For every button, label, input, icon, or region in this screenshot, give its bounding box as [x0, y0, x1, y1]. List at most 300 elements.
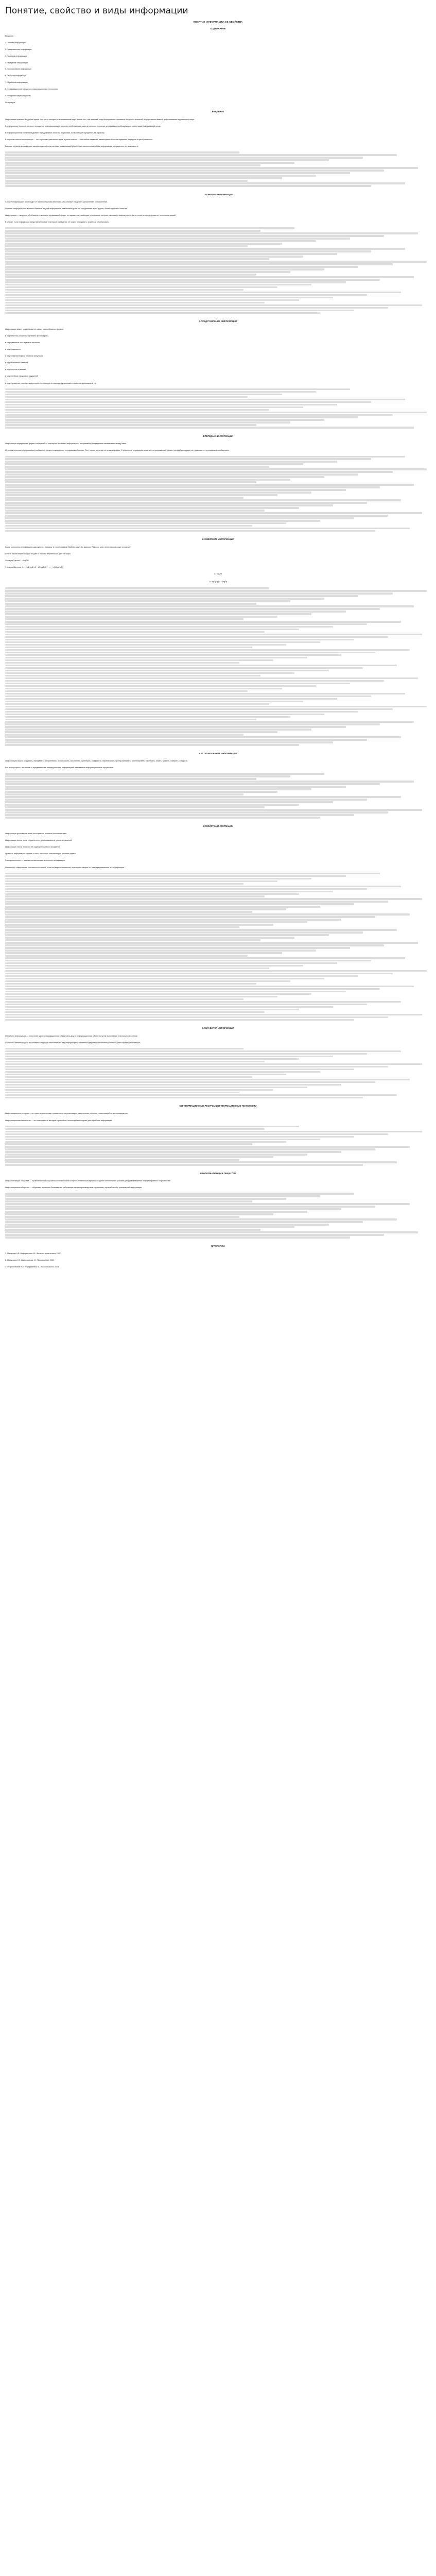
text-line	[5, 175, 316, 176]
paragraph: Формула Шеннона: I = − (p1 log2 p1 + p2 log2 p2 + . . . + pN log2 pN)	[5, 566, 63, 569]
text-line	[5, 286, 277, 288]
text-line	[5, 517, 354, 519]
text-line	[5, 728, 311, 730]
text-line	[5, 1066, 388, 1067]
text-line	[5, 391, 316, 393]
text-line	[5, 1050, 401, 1052]
paragraph: Понятность: информация становится понятной, если она выражена языком, на котором говорят те, кому предназначена эта информация.	[5, 866, 125, 869]
paragraph: Понятие «информация» является базовым в курсе информатики, невозможно дать его определение через другие, более «простые» понятия.	[5, 208, 128, 210]
text-line	[5, 950, 316, 951]
text-line	[5, 811, 388, 813]
toc-item[interactable]: 3.Передача информации	[5, 55, 27, 57]
text-line	[5, 1139, 320, 1140]
text-line	[5, 788, 311, 790]
toc-item[interactable]: 1.Понятие информации	[5, 41, 26, 44]
text-line	[5, 696, 371, 697]
text-line	[5, 1069, 354, 1070]
text-line	[5, 1001, 401, 1003]
article-body	[5, 110, 431, 1238]
text-line	[5, 968, 269, 969]
text-line	[5, 605, 414, 607]
text-line	[5, 786, 346, 787]
text-line	[5, 388, 350, 390]
toc-item[interactable]: 5.Использование информации	[5, 68, 32, 71]
article-page	[0, 0, 436, 1269]
text-line	[5, 891, 333, 892]
text-line	[5, 626, 333, 628]
text-line	[5, 1195, 320, 1197]
text-line	[5, 804, 299, 805]
text-line	[5, 238, 350, 239]
text-line	[5, 1141, 286, 1143]
text-line	[5, 670, 329, 671]
text-line	[5, 1128, 265, 1130]
text-line	[5, 942, 418, 943]
text-line	[5, 744, 299, 745]
paragraph: В информатике понятие, которое передается по коммуникации, является отображением мира в сознании человека; информация необходима для ориентации в окружающей среде.	[5, 125, 162, 127]
text-line	[5, 157, 363, 158]
text-line	[5, 394, 282, 395]
text-line	[5, 644, 286, 646]
text-line	[5, 916, 375, 918]
text-line	[5, 814, 354, 816]
paragraph: Информация полна, если ее достаточно для понимания и принятия решений.	[5, 839, 73, 842]
text-line	[5, 1084, 341, 1086]
text-line	[5, 726, 346, 727]
text-line	[5, 629, 299, 630]
text-line	[5, 618, 243, 620]
text-line	[5, 734, 243, 735]
text-line	[5, 1154, 307, 1155]
toc-item[interactable]: 8.Информационные ресурсы и информационные технологии	[5, 88, 58, 91]
text-line	[5, 988, 380, 990]
text-line	[5, 289, 243, 291]
text-line	[5, 898, 422, 900]
paragraph: Ответа на эти вопросы наука не дает и, по всей вероятности, даст не скоро.	[5, 553, 71, 555]
text-line	[5, 502, 367, 503]
text-line	[5, 1229, 260, 1230]
references	[5, 1245, 431, 1269]
text-line	[5, 736, 401, 738]
text-line	[5, 310, 354, 311]
text-line	[5, 937, 294, 938]
text-line	[5, 1156, 273, 1158]
paragraph: Своевременность — важная составляющая полезности информации.	[5, 859, 66, 862]
text-line	[5, 268, 324, 270]
text-line	[5, 973, 393, 974]
toc-item[interactable]: Литература	[5, 101, 15, 104]
text-line	[5, 901, 388, 902]
text-line	[5, 167, 418, 168]
text-line	[5, 274, 256, 275]
text-line	[5, 939, 260, 941]
text-line	[5, 957, 405, 959]
reference-item: 1. Макарова Н.В. Информатика. М.: Финансы и статистика, 1997.	[5, 1252, 61, 1255]
text-line	[5, 180, 248, 181]
text-line	[5, 1143, 252, 1145]
text-line	[5, 809, 422, 810]
text-line	[5, 1211, 307, 1212]
text-line	[5, 263, 393, 265]
text-line	[5, 706, 427, 707]
text-line	[5, 245, 248, 247]
text-line	[5, 1133, 388, 1135]
text-line	[5, 230, 260, 231]
text-line	[5, 1213, 273, 1215]
text-line	[5, 1076, 252, 1078]
text-line	[5, 708, 393, 710]
text-line	[5, 1198, 286, 1199]
paragraph: Информация может существовать в самых разнообразных формах:	[5, 328, 64, 330]
text-line	[5, 1079, 410, 1080]
text-line	[5, 913, 410, 915]
paragraph: Источник посылает передаваемое сообщение, которое кодируется в передаваемый сигнал. Этот сигнал посылается по каналу связи. В результате в приемнике появляется принимаемый сигнал, который декодируется и становится принимаемым сообщением.	[5, 449, 230, 452]
text-line	[5, 304, 422, 306]
text-line	[5, 908, 286, 910]
text-line	[5, 1126, 299, 1127]
text-line	[5, 662, 239, 664]
text-line	[5, 1063, 422, 1065]
text-line	[5, 723, 380, 725]
text-line	[5, 886, 401, 887]
text-line	[5, 1094, 397, 1096]
text-line	[5, 888, 367, 890]
text-line	[5, 1019, 354, 1021]
text-line	[5, 463, 303, 465]
paragraph: в виде текстов, рисунков, чертежей, фотографий;	[5, 334, 48, 337]
paragraph: Обработка является одной из основных операций, выполняемых над информацией, и главным средством увеличения объема и разнообразия информации.	[5, 1041, 141, 1044]
text-line	[5, 1053, 367, 1055]
text-line	[5, 944, 384, 946]
text-line	[5, 1048, 243, 1049]
text-line	[5, 1236, 350, 1238]
text-line	[5, 292, 401, 293]
paragraph: Какое количество информации содержится, к примеру, в тексте романа «Война и мир», во фресках Рафаэля или в генетическом коде человека?	[5, 546, 131, 548]
toc-item[interactable]: 7.Обработка информации	[5, 81, 28, 84]
text-line	[5, 528, 410, 529]
text-line	[5, 657, 307, 658]
reference-item: 3. Острейковский В.А. Информатика. М.: Высшая школа, 2001.	[5, 1266, 60, 1268]
text-line	[5, 484, 414, 485]
text-line	[5, 494, 277, 496]
text-line	[5, 955, 248, 956]
text-line	[5, 590, 427, 591]
text-line	[5, 603, 256, 604]
text-line	[5, 952, 282, 954]
text-line	[5, 261, 427, 262]
text-line	[5, 1208, 341, 1210]
paragraph: В информационном понятии выделяют определенные свойства и признаки, позволяющие определить ее характер.	[5, 132, 105, 134]
text-line	[5, 931, 363, 933]
text-line	[5, 1058, 299, 1060]
text-line	[5, 497, 243, 498]
text-line	[5, 781, 414, 782]
section-heading: 3.ПЕРЕДАЧА ИНФОРМАЦИИ	[203, 434, 233, 437]
text-line	[5, 1203, 410, 1205]
text-line	[5, 466, 269, 467]
text-line	[5, 473, 358, 475]
text-line	[5, 714, 324, 715]
reference-item: 2. Шауцукова Л.З. Информатика. М.: Просвещение, 2002.	[5, 1259, 55, 1262]
text-line	[5, 486, 380, 488]
text-line	[5, 595, 358, 597]
paragraph: в виде запахов и вкусовых ощущений;	[5, 375, 39, 378]
text-line	[5, 703, 269, 705]
text-line	[5, 934, 329, 936]
text-line	[5, 507, 299, 509]
text-line	[5, 806, 265, 808]
text-line	[5, 1146, 410, 1147]
text-line	[5, 302, 265, 303]
toc-item[interactable]: Введение	[5, 35, 14, 37]
text-line	[5, 1056, 333, 1057]
text-line	[5, 799, 367, 800]
text-line	[5, 741, 333, 743]
text-line	[5, 801, 333, 803]
text-line	[5, 1148, 375, 1150]
text-line	[5, 996, 277, 997]
text-line	[5, 719, 256, 720]
text-line	[5, 778, 256, 779]
text-line	[5, 1159, 239, 1160]
text-line	[5, 1016, 388, 1018]
text-line	[5, 416, 358, 418]
text-line	[5, 476, 324, 478]
text-line	[5, 783, 380, 785]
text-line	[5, 878, 311, 879]
text-line	[5, 232, 418, 234]
text-line	[5, 1161, 397, 1163]
text-line	[5, 919, 341, 920]
text-line	[5, 177, 282, 179]
text-line	[5, 883, 243, 885]
text-line	[5, 276, 414, 278]
text-line	[5, 412, 427, 413]
text-line	[5, 1071, 320, 1073]
text-line	[5, 253, 337, 255]
text-line	[5, 172, 350, 174]
text-line	[5, 164, 260, 166]
paragraph: Формула Хартли: I = log2 N	[5, 560, 29, 562]
text-line	[5, 1061, 265, 1062]
text-line	[5, 873, 380, 874]
text-line	[5, 639, 354, 640]
text-line	[5, 312, 320, 314]
text-line	[5, 1151, 341, 1153]
text-line	[5, 170, 384, 171]
text-line	[5, 479, 290, 480]
text-line	[5, 962, 337, 964]
text-line	[5, 616, 277, 617]
text-line	[5, 701, 303, 702]
toc-item[interactable]: 4.Измерение информации	[5, 61, 28, 64]
text-line	[5, 716, 290, 718]
text-line	[5, 693, 405, 694]
text-line	[5, 1014, 422, 1015]
text-line	[5, 592, 393, 594]
paragraph: Слово «информация» происходит от латинского слова informatio, что означает сведение, разъяснение, ознакомление.	[5, 201, 108, 204]
paragraph: в виде радиоволн;	[5, 348, 21, 351]
text-line	[5, 182, 405, 184]
paragraph: в виде хромосом, посредством которых передаются по наследству признаки и свойства организмов и т.д.	[5, 382, 97, 384]
text-line	[5, 297, 333, 298]
document-title: ПОНЯТИЕ ИНФОРМАЦИИ, ЕЕ СВОЙСТВА	[193, 21, 243, 23]
text-line	[5, 1006, 333, 1008]
text-line	[5, 796, 401, 798]
text-line	[5, 1221, 363, 1223]
toc-item[interactable]: 2.Представление информации	[5, 48, 32, 50]
text-line	[5, 427, 414, 428]
text-line	[5, 587, 269, 589]
paragraph: в виде жестов и мимики;	[5, 368, 27, 371]
text-line	[5, 504, 333, 506]
text-line	[5, 1193, 354, 1194]
text-line	[5, 266, 358, 267]
text-line	[5, 515, 388, 516]
table-of-contents	[5, 35, 431, 104]
text-line	[5, 775, 290, 777]
text-line	[5, 419, 324, 420]
text-line	[5, 903, 354, 905]
text-line	[5, 404, 337, 405]
text-line	[5, 685, 316, 687]
text-line	[5, 978, 324, 979]
text-line	[5, 970, 427, 972]
text-line	[5, 154, 397, 156]
toc-item[interactable]: 6.Свойства информации	[5, 75, 27, 77]
text-line	[5, 284, 311, 285]
text-line	[5, 611, 346, 612]
text-line	[5, 773, 324, 774]
text-line	[5, 1009, 299, 1010]
section-heading: 8.ИНФОРМАЦИОННЫЕ РЕСУРСЫ И ИНФОРМАЦИОННЫЕ ТЕХНОЛОГИИ	[179, 1104, 257, 1107]
text-line	[5, 980, 290, 982]
text-line	[5, 499, 401, 501]
text-line	[5, 240, 316, 242]
formula: I = log2N	[214, 573, 222, 575]
text-line	[5, 256, 303, 257]
paragraph: Информационное общество — общество, в котором большинство работающих занято производством, хранением, переработкой и реализацией информации.	[5, 1187, 143, 1189]
text-line	[5, 739, 367, 740]
text-line	[5, 731, 277, 733]
text-line	[5, 458, 371, 460]
text-line	[5, 621, 401, 622]
text-line	[5, 721, 414, 723]
text-line	[5, 636, 388, 638]
text-line	[5, 817, 320, 818]
text-line	[5, 281, 346, 283]
text-line	[5, 1226, 294, 1228]
text-line	[5, 525, 252, 527]
text-line	[5, 151, 239, 153]
formula: I = log2(1/p) = − log2p	[208, 580, 228, 583]
text-line	[5, 510, 265, 511]
text-line	[5, 396, 248, 398]
text-line	[5, 399, 405, 400]
section-heading: 1.ПОНЯТИЕ ИНФОРМАЦИИ	[203, 193, 233, 196]
text-line	[5, 921, 307, 923]
text-line	[5, 634, 422, 635]
text-line	[5, 307, 388, 309]
text-line	[5, 926, 239, 928]
text-line	[5, 456, 405, 457]
text-line	[5, 983, 256, 985]
paragraph: в виде электрических и нервных импульсов;	[5, 355, 44, 358]
paragraph: Обработка информации — получение одних информационных объектов из других информационных объектов путем выполнения некоторых алгоритмов.	[5, 1035, 138, 1037]
paragraph: Информация передается в форме сообщений от некоторого источника информации к ее приемнику посредством канала связи между ними.	[5, 443, 127, 445]
text-line	[5, 1131, 422, 1132]
text-line	[5, 647, 252, 648]
paragraph: в виде световых или звуковых сигналов;	[5, 342, 40, 344]
text-line	[5, 271, 290, 273]
text-line	[5, 623, 367, 625]
paragraph: Информационные ресурсы — это идеи человечества и указания по их реализации, накопленные в форме, позволяющей их воспроизводство.	[5, 1112, 128, 1115]
text-line	[5, 906, 320, 907]
text-line	[5, 468, 427, 470]
paragraph: Информация достоверна, если она отражает истинное положение дел.	[5, 833, 67, 835]
text-line	[5, 401, 371, 403]
text-line	[5, 248, 405, 249]
toc-item[interactable]: 9.Информатизация общества	[5, 95, 31, 97]
text-line	[5, 471, 393, 472]
section-heading: 9.ИНФОРМАТИЗАЦИЯ ОБЩЕСТВА	[199, 1172, 237, 1175]
section-heading: 4.ИЗМЕРЕНИЕ ИНФОРМАЦИИ	[202, 538, 234, 541]
text-line	[5, 1089, 273, 1091]
text-line	[5, 975, 358, 977]
paragraph: Информатизация общества — организованный социально-экономический и научно-технический процесс создания оптимальных условий для удовлетворения информационных потребностей.	[5, 1180, 171, 1182]
text-line	[5, 481, 256, 483]
text-line	[5, 1231, 418, 1233]
text-line	[5, 250, 371, 252]
paragraph: Информация значимо, когда она нужна, оно часто находит ее в неизменном виде. Кроме того, она значима, когда информация становится не просто полезной, а существенно важной для понимания окружающего мира.	[5, 118, 195, 121]
text-line	[5, 294, 367, 296]
text-line	[5, 530, 375, 532]
text-line	[5, 665, 397, 666]
paragraph: Информацию можно: создавать, передавать, воспринимать, использовать, запоминать, принимать, копировать, обрабатывать, преобразовывать, комбинировать, разрушать, искать, хранить, измерять, собирать.	[5, 760, 188, 762]
section-heading: 7.ОБРАБОТКА ИНФОРМАЦИИ	[202, 1027, 234, 1030]
text-line	[5, 654, 341, 656]
text-line	[5, 986, 414, 987]
text-line	[5, 677, 418, 679]
text-line	[5, 512, 422, 514]
text-line	[5, 947, 350, 948]
paragraph: Информация — сведения об объектах и явлениях окружающей среды, их параметрах, свойствах и состоянии, которые уменьшают имеющуюся о них степень неопределенности, неполноты знаний.	[5, 214, 176, 217]
text-line	[5, 793, 243, 795]
text-line	[5, 929, 397, 930]
text-line	[5, 489, 346, 490]
text-line	[5, 1218, 397, 1220]
paragraph: В случае, если информация представляет собой некоторые сообщения, ее можно передавать, хранить и обрабатывать.	[5, 221, 110, 224]
page-title: Понятие, свойство и виды информации	[5, 6, 188, 16]
text-line	[5, 600, 290, 602]
paragraph: в виде магнитных записей;	[5, 362, 29, 364]
paragraph: Важным научным достижением является разработка системы, позволяющей обработать значительный объем информации и определить его значимость.	[5, 145, 138, 148]
text-line	[5, 279, 380, 280]
text-line	[5, 461, 337, 462]
text-line	[5, 1011, 265, 1013]
toc-heading: СОДЕРЖАНИЕ	[210, 27, 226, 30]
text-line	[5, 409, 269, 411]
text-line	[5, 492, 311, 493]
paragraph: Информация точна, если она не содержит ошибок и искажений.	[5, 846, 61, 849]
text-line	[5, 1206, 375, 1207]
text-line	[5, 243, 282, 244]
paragraph: Информационная технология — это совокупность методов и устройств, используемых людьми для обработки информации.	[5, 1119, 113, 1122]
text-line	[5, 675, 260, 676]
references-heading: ЛИТЕРАТУРА	[211, 1244, 225, 1247]
text-line	[5, 406, 303, 408]
text-line	[5, 688, 282, 689]
